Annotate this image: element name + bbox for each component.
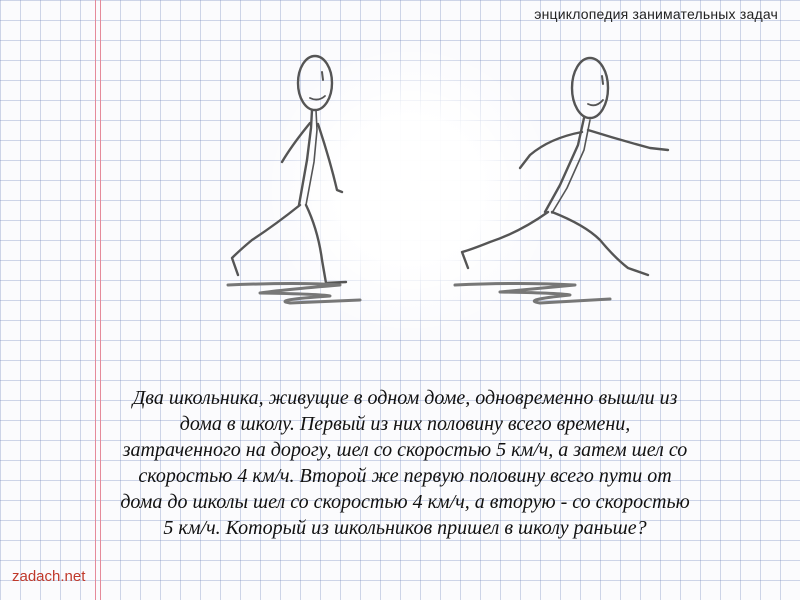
problem-text: Два школьника, живущие в одном доме, одновременно вышли из дома в школу. Первый из них половину всего времени, затраченного на дорогу, шел со скоростью 5 км/ч, а затем шел со скоростью 4 км/ч. Второй же первую половину всего пути от дома до школы шел со скоростью 4 км/ч, а вторую - со скоростью 5 км/ч. Который из школьников пришел в школу раньше? <box>120 387 690 539</box>
site-title: энциклопедия занимательных задач <box>534 6 778 22</box>
site-link[interactable]: zadach.net <box>12 568 86 585</box>
running-stick-figure-icon <box>455 58 668 303</box>
walking-stick-figure-icon <box>228 56 360 303</box>
